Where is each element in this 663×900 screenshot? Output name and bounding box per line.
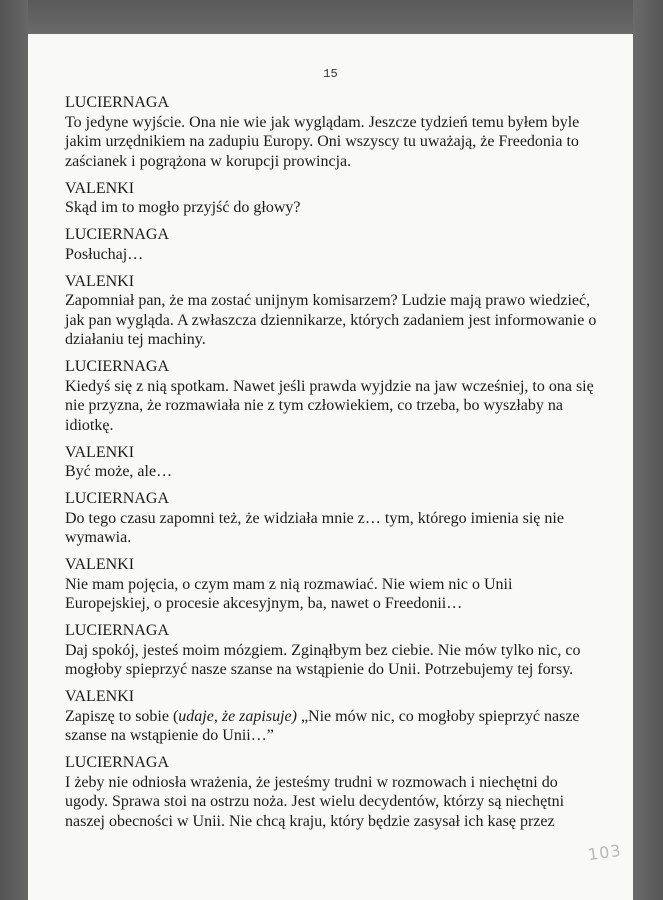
dialogue-block xyxy=(65,489,600,548)
dialogue-block xyxy=(65,753,600,831)
speaker-name: LUCIERNAGA xyxy=(65,226,169,243)
dialogue-block xyxy=(65,93,600,171)
dialogue-text: Daj spokój, jesteś moim mózgiem. Zginąłbym bez ciebie. Nie mów tylko nic, co mogłoby spieprzyć nasze szanse na wstąpienie do Unii. Potrzebujemy tej forsy. xyxy=(65,641,581,678)
dialogue-text-part: Zapiszę to sobie ( xyxy=(65,707,179,725)
speaker-name: VALENKI xyxy=(65,443,135,461)
dialogue-text-part: „Nie mów nic, co mogłoby spieprzyć nasze szanse na wstąpienie do Unii…” xyxy=(65,707,580,744)
document-page xyxy=(28,34,633,900)
dialogue-block xyxy=(65,272,600,350)
dialogue-text: Być może, ale… xyxy=(65,463,173,480)
stage-direction: udaje, że zapisuje) xyxy=(178,707,297,725)
speaker-name: LUCIERNAGA xyxy=(65,754,169,771)
speaker-name: LUCIERNAGA xyxy=(65,358,169,375)
speaker-name: VALENKI xyxy=(65,272,135,290)
dialogue-text xyxy=(65,707,600,746)
scan-background-top xyxy=(0,0,663,34)
dialogue-block xyxy=(65,179,600,218)
script-body xyxy=(65,93,600,839)
dialogue-text: Nie mam pojęcia, o czym mam z nią rozmawiać. Nie wiem nic o Unii Europejskiej, o procesie akcesyjnym, ba, nawet o Freedonii… xyxy=(65,575,513,612)
dialogue-block xyxy=(65,687,600,746)
dialogue-text: To jedyne wyjście. Ona nie wie jak wyglądam. Jeszcze tydzień temu byłem byle jakim urzędnikiem na zadupiu Europy. Oni wszyscy tu uważają, że Freedonia to zaścianek i pogrążona w korupcji prowincja. xyxy=(65,113,580,170)
dialogue-text: Skąd im to mogło przyjść do głowy? xyxy=(65,199,301,216)
page-number: 15 xyxy=(323,67,338,81)
dialogue-text: Kiedyś się z nią spotkam. Nawet jeśli prawda wyjdzie na jaw wcześniej, to ona się nie przyzna, że rozmawiała nie z tym człowiekiem, co trzeba, bo wyszłaby na idiotkę. xyxy=(65,377,594,434)
dialogue-block xyxy=(65,225,600,264)
dialogue-block xyxy=(65,621,600,680)
handwritten-folio-number: 103 xyxy=(586,840,623,865)
speaker-name: VALENKI xyxy=(65,688,135,705)
speaker-name: LUCIERNAGA xyxy=(65,622,169,639)
dialogue-text: I żeby nie odniosła wrażenia, że jesteśmy trudni w rozmowach i niechętni do ugody. Sprawa stoi na ostrzu noża. Jest wielu decydentów, którzy są niechętni naszej obecności w Unii. Nie chcą kraju, który będzie zasysał ich kasę przez xyxy=(65,773,565,830)
dialogue-block xyxy=(65,443,600,482)
speaker-name: LUCIERNAGA xyxy=(65,490,169,507)
scan-background-left xyxy=(0,0,28,900)
dialogue-block xyxy=(65,357,600,435)
speaker-name: VALENKI xyxy=(65,179,135,197)
dialogue-text: Posłuchaj… xyxy=(65,245,144,263)
speaker-name: VALENKI xyxy=(65,556,135,573)
dialogue-text: Do tego czasu zapomni też, że widziała mnie z… tym, którego imienia się nie wymawia. xyxy=(65,509,564,546)
speaker-name: LUCIERNAGA xyxy=(65,94,169,111)
dialogue-block xyxy=(65,555,600,614)
scan-background-right xyxy=(633,0,663,900)
dialogue-text: Zapomniał pan, że ma zostać unijnym komisarzem? Ludzie mają prawo wiedzieć, jak pan wygląda. A zwłaszcza dziennikarze, których zadaniem jest informowanie o działaniu tej machiny. xyxy=(65,292,597,348)
